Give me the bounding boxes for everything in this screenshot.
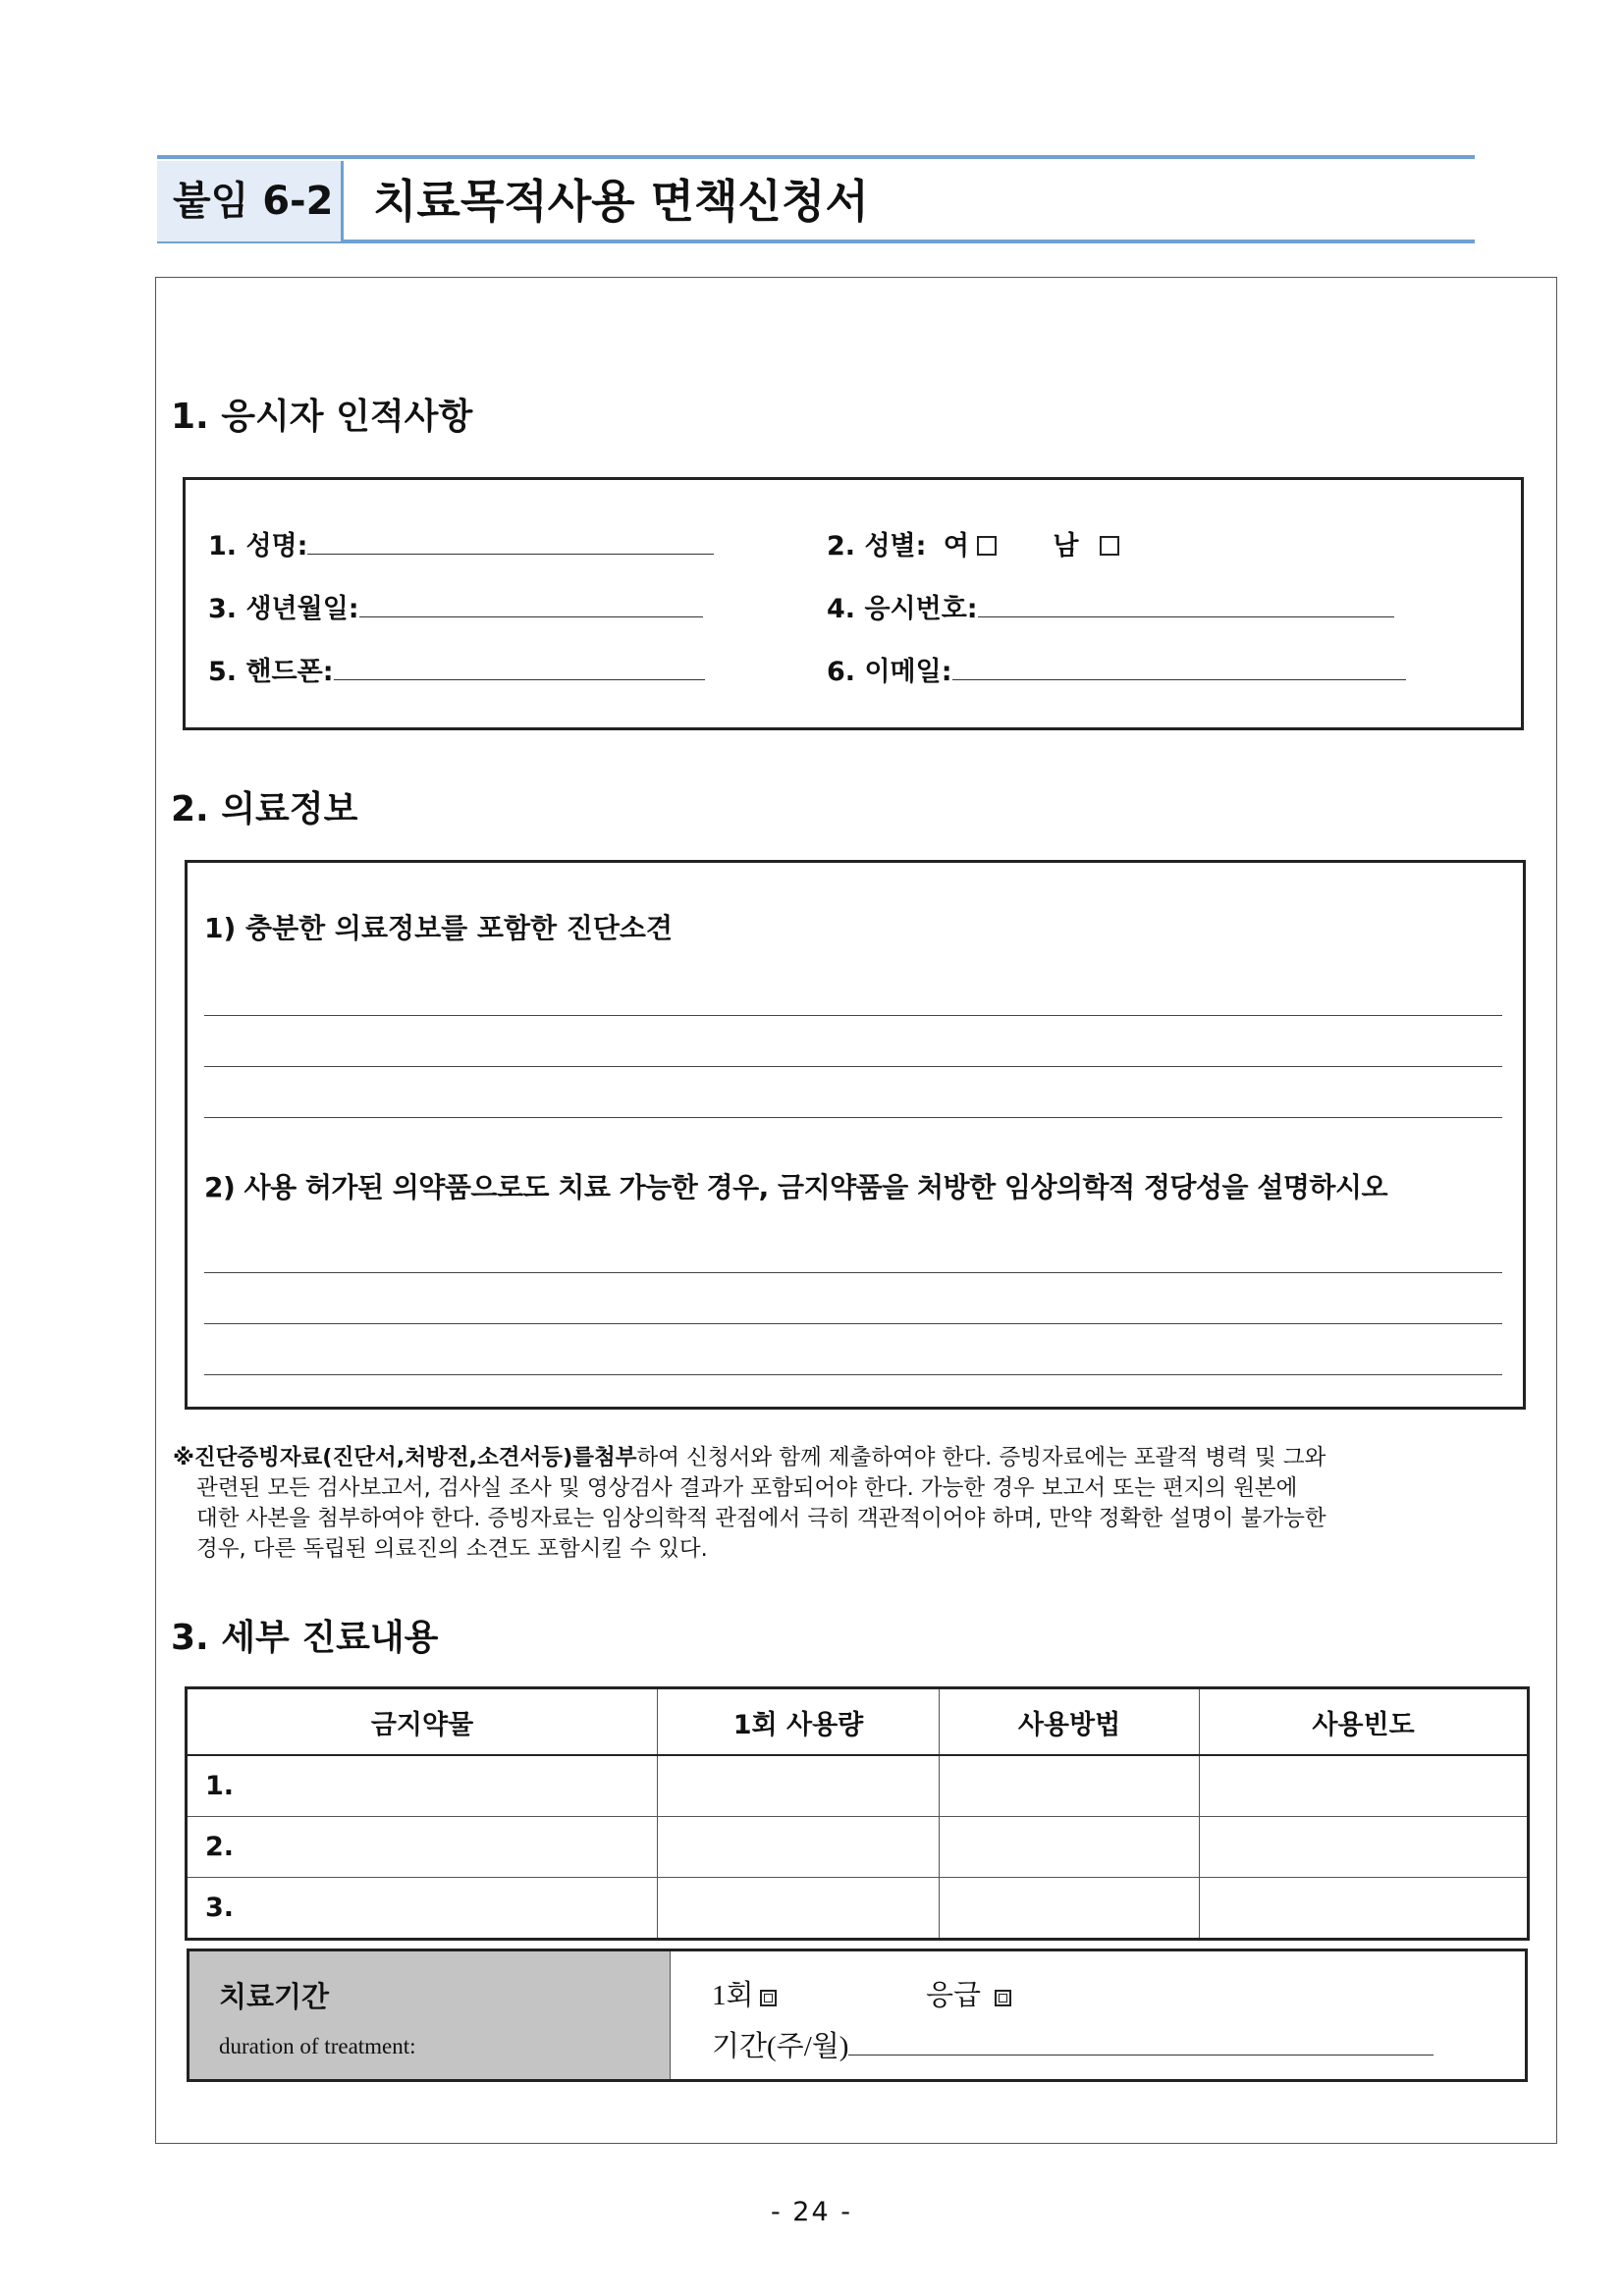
question-diagnosis: 1) 충분한 의료정보를 포함한 진단소견 [204,912,673,944]
treatment-duration-box [187,1949,1528,2082]
birth-input-line[interactable] [359,589,703,617]
note-symbol: ※ [173,1445,194,1470]
col-header-frequency: 사용빈도 [1200,1689,1528,1756]
phone-input-line[interactable] [334,652,705,680]
table-row [188,1878,1528,1939]
diagnosis-line-3[interactable] [204,1117,1502,1118]
phone-label: 5. 핸드폰: [208,657,334,687]
male-label: 남 [1053,531,1079,561]
section3-title: 3. 세부 진료내용 [171,1618,439,1658]
col-header-dose: 1회 사용량 [658,1689,940,1756]
drug-table [187,1688,1528,1939]
frequency-cell[interactable] [1200,1878,1528,1939]
note-bold-text: 진단증빙자료(진단서,처방전,소견서등)를첨부 [193,1445,637,1470]
dose-cell[interactable] [658,1817,940,1878]
frequency-cell[interactable] [1200,1817,1528,1878]
female-checkbox[interactable] [977,536,997,556]
diagnosis-line-1[interactable] [204,1015,1502,1016]
col-header-drug: 금지약물 [188,1689,658,1756]
exam-number-field[interactable] [827,587,1394,625]
page-number: - 24 - [770,2197,852,2227]
note-text-2: 관련된 모든 검사보고서, 검사실 조사 및 영상검사 결과가 포함되어야 한다. 가능한 경우 보고서 또는 편지의 원본에 [196,1475,1298,1501]
exam-number-input-line[interactable] [978,589,1394,617]
name-label: 1. 성명: [208,531,308,561]
name-input-line[interactable] [307,526,714,555]
note-text-3: 대한 사본을 첨부하여야 한다. 증빙자료는 임상의학적 관점에서 극히 객관적이어야 하며, 만약 정확한 설명이 불가능한 [196,1506,1326,1531]
birth-label: 3. 생년월일: [208,594,359,624]
page-title: 치료목적사용 면책신청서 [373,175,869,228]
table-row [188,1817,1528,1878]
period-input-line[interactable] [848,2029,1434,2056]
col-header-method: 사용방법 [940,1689,1200,1756]
exam-number-label: 4. 응시번호: [827,594,978,624]
row-number[interactable]: 1. [188,1755,658,1817]
emergency-label: 응급 [926,1980,982,2011]
table-row [188,1755,1528,1817]
row-number[interactable]: 3. [188,1878,658,1939]
birth-field[interactable] [208,587,703,625]
row-number[interactable]: 2. [188,1817,658,1878]
justification-line-2[interactable] [204,1323,1502,1324]
emergency-option [926,1973,1011,2013]
diagnosis-line-2[interactable] [204,1066,1502,1067]
section1-title: 1. 응시자 인적사항 [171,397,473,437]
note-text-4: 경우, 다른 독립된 의료진의 소견도 포함시킬 수 있다. [196,1536,708,1562]
header-top-rule [157,155,1475,159]
table-header-row [188,1689,1528,1756]
duration-label-cell [189,1951,671,2079]
dose-cell[interactable] [658,1878,940,1939]
phone-field[interactable] [208,650,705,688]
email-label: 6. 이메일: [827,657,952,687]
justification-line-1[interactable] [204,1272,1502,1273]
gender-label: 2. 성별: [827,531,927,561]
duration-label-en: duration of treatment: [219,2034,416,2058]
question-justification: 2) 사용 허가된 의약품으로도 치료 가능한 경우, 금지약품을 처방한 임상의학적 정당성을 설명하시오 [204,1171,1388,1203]
once-option [712,1973,777,2013]
gender-field [827,524,1125,562]
frequency-cell[interactable] [1200,1755,1528,1817]
evidence-note [173,1443,1524,1565]
name-field[interactable] [208,524,714,562]
dose-cell[interactable] [658,1755,940,1817]
period-label: 기간(주/월) [712,2031,849,2062]
note-text-1: 하여 신청서와 함께 제출하여야 한다. 증빙자료에는 포괄적 병력 및 그와 [636,1445,1326,1470]
duration-label: 치료기간 [219,1980,330,2013]
method-cell[interactable] [940,1755,1200,1817]
appendix-tag: 붙임 6-2 [157,161,344,241]
female-label: 여 [943,531,969,561]
once-checkbox[interactable] [760,1990,777,2006]
email-field[interactable] [827,650,1406,688]
section2-title: 2. 의료정보 [171,789,358,829]
justification-line-3[interactable] [204,1374,1502,1375]
male-checkbox[interactable] [1100,536,1119,556]
method-cell[interactable] [940,1878,1200,1939]
period-field[interactable] [712,2024,1434,2064]
email-input-line[interactable] [952,652,1406,680]
once-label: 1회 [712,1980,754,2011]
emergency-checkbox[interactable] [995,1990,1011,2006]
method-cell[interactable] [940,1817,1200,1878]
